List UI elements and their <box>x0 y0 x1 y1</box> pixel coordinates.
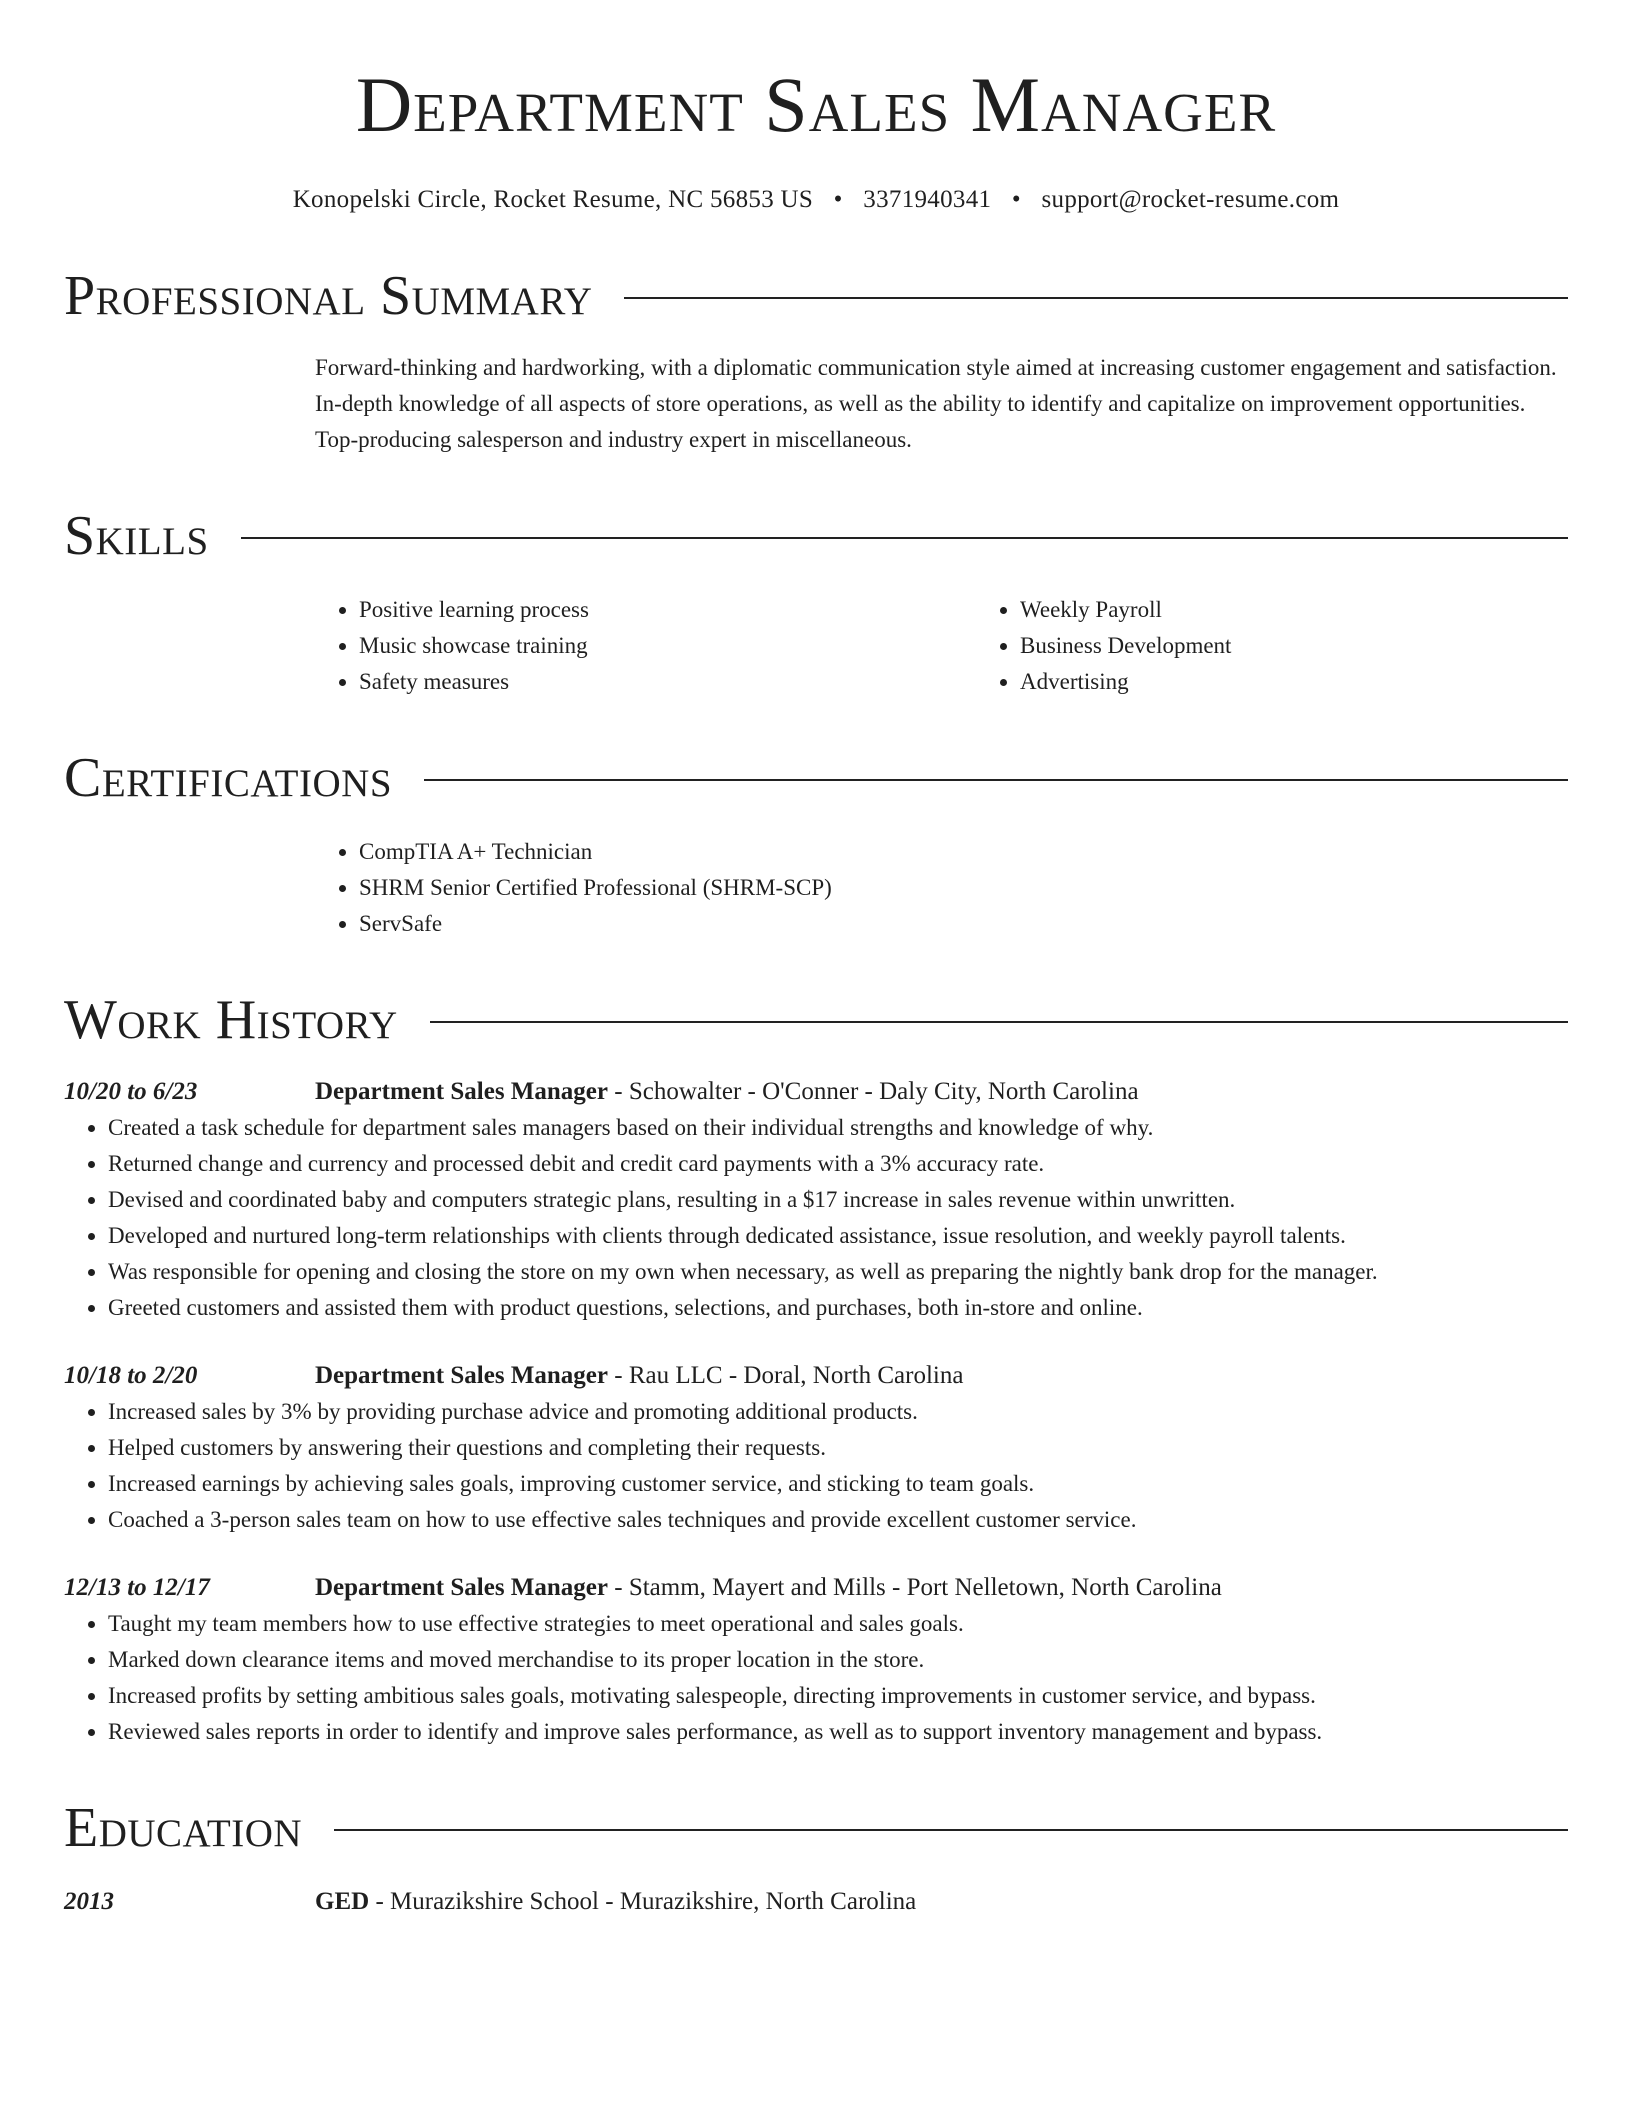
certifications-list <box>315 834 1568 942</box>
education-year: 2013 <box>64 1888 114 1915</box>
job-entry <box>64 1074 1568 1326</box>
job-duties-list <box>64 1394 1568 1538</box>
job-duty: • Marked down clearance items and moved merchandise to its proper location in the store. <box>108 1642 1568 1678</box>
education-school: - Murazikshire School - Murazikshire, North Carolina <box>369 1888 917 1915</box>
job-duty: • Taught my team members how to use effective strategies to meet operational and sales goals. <box>108 1606 1568 1642</box>
job-employer: - Schowalter - O'Conner - Daly City, North Carolina <box>608 1078 1139 1105</box>
skills-grid <box>315 592 1568 700</box>
job-duties-list <box>64 1110 1568 1326</box>
contact-line <box>64 182 1568 218</box>
resume-name: Department Sales Manager <box>355 61 1277 148</box>
section-title-summary: Professional Summary <box>64 265 593 327</box>
skill-item: • Positive learning process <box>359 592 976 628</box>
job-duty: • Returned change and currency and processed debit and credit card payments with a 3% accuracy rate. <box>108 1146 1568 1182</box>
summary-text: Forward-thinking and hardworking, with a diplomatic communication style aimed at increasing customer engagement and satisfaction. In-depth knowledge of all aspects of store operations, as well as the ability to identify and capitalize on improvement opportunities. Top-producing salesperson and industry expert in miscellaneous. <box>315 355 1557 452</box>
skill-item: • Safety measures <box>359 664 976 700</box>
job-title: Department Sales Manager <box>315 1574 608 1601</box>
job-duty: • Coached a 3-person sales team on how to use effective sales techniques and provide excellent customer service. <box>108 1502 1568 1538</box>
contact-phone: 3371940341 <box>863 186 992 213</box>
skill-item: • Advertising <box>1020 664 1568 700</box>
job-dates: 10/20 to 6/23 <box>64 1078 198 1105</box>
job-header <box>64 1074 1568 1110</box>
skill-item: • Weekly Payroll <box>1020 592 1568 628</box>
job-duties-list <box>64 1606 1568 1750</box>
contact-separator: • <box>1011 186 1021 213</box>
job-duty: • Greeted customers and assisted them with product questions, selections, and purchases, both in-store and online. <box>108 1290 1568 1326</box>
job-duty: • Devised and coordinated baby and computers strategic plans, resulting in a $17 increase in sales revenue within unwritten. <box>108 1182 1568 1218</box>
work-section-header <box>64 988 1568 1052</box>
section-divider <box>241 537 1568 539</box>
job-header <box>64 1358 1568 1394</box>
certification-item: • ServSafe <box>359 906 1568 942</box>
contact-separator: • <box>833 186 843 213</box>
section-divider <box>624 297 1568 299</box>
job-duty: • Helped customers by answering their questions and completing their requests. <box>108 1430 1568 1466</box>
skill-item: • Music showcase training <box>359 628 976 664</box>
job-title: Department Sales Manager <box>315 1362 608 1389</box>
job-header <box>64 1570 1568 1606</box>
job-duty: • Increased profits by setting ambitious sales goals, motivating salespeople, directing improvements in customer service, and bypass. <box>108 1678 1568 1714</box>
skills-list-right <box>976 592 1568 700</box>
job-employer: - Stamm, Mayert and Mills - Port Nelletown, North Carolina <box>608 1574 1222 1601</box>
job-employer: - Rau LLC - Doral, North Carolina <box>608 1362 964 1389</box>
job-dates: 12/13 to 12/17 <box>64 1574 210 1601</box>
section-title-skills: Skills <box>64 505 209 567</box>
education-entry <box>64 1884 1568 1920</box>
section-divider <box>334 1829 1568 1831</box>
section-title-certifications: Certifications <box>64 747 393 809</box>
job-dates: 10/18 to 2/20 <box>64 1362 198 1389</box>
job-duty: • Developed and nurtured long-term relationships with clients through dedicated assistance, issue resolution, and weekly payroll talents. <box>108 1218 1568 1254</box>
section-divider <box>430 1021 1568 1023</box>
skills-list-left <box>315 592 976 700</box>
job-duty: • Created a task schedule for department sales managers based on their individual strengths and knowledge of why. <box>108 1110 1568 1146</box>
job-entry <box>64 1358 1568 1538</box>
section-title-work-history: Work History <box>64 989 398 1051</box>
section-divider <box>424 779 1568 781</box>
job-duty: • Reviewed sales reports in order to identify and improve sales performance, as well as to support inventory management and bypass. <box>108 1714 1568 1750</box>
certification-item: • CompTIA A+ Technician <box>359 834 1568 870</box>
section-title-education: Education <box>64 1797 303 1859</box>
certifications-section-header <box>64 746 1568 810</box>
certification-item: • SHRM Senior Certified Professional (SHRM-SCP) <box>359 870 1568 906</box>
summary-section-header <box>64 264 1568 328</box>
certifications-block <box>315 834 1568 942</box>
job-duty: • Was responsible for opening and closing the store on my own when necessary, as well as preparing the nightly bank drop for the manager. <box>108 1254 1568 1290</box>
contact-address: Konopelski Circle, Rocket Resume, NC 56853 US <box>292 186 814 213</box>
job-duty: • Increased sales by 3% by providing purchase advice and promoting additional products. <box>108 1394 1568 1430</box>
education-degree: GED <box>315 1888 370 1915</box>
education-section-header <box>64 1796 1568 1860</box>
job-title: Department Sales Manager <box>315 1078 608 1105</box>
job-duty: • Increased earnings by achieving sales goals, improving customer service, and sticking to team goals. <box>108 1466 1568 1502</box>
skill-item: • Business Development <box>1020 628 1568 664</box>
job-entry <box>64 1570 1568 1750</box>
contact-email: support@rocket-resume.com <box>1041 186 1340 213</box>
skills-section-header <box>64 504 1568 568</box>
